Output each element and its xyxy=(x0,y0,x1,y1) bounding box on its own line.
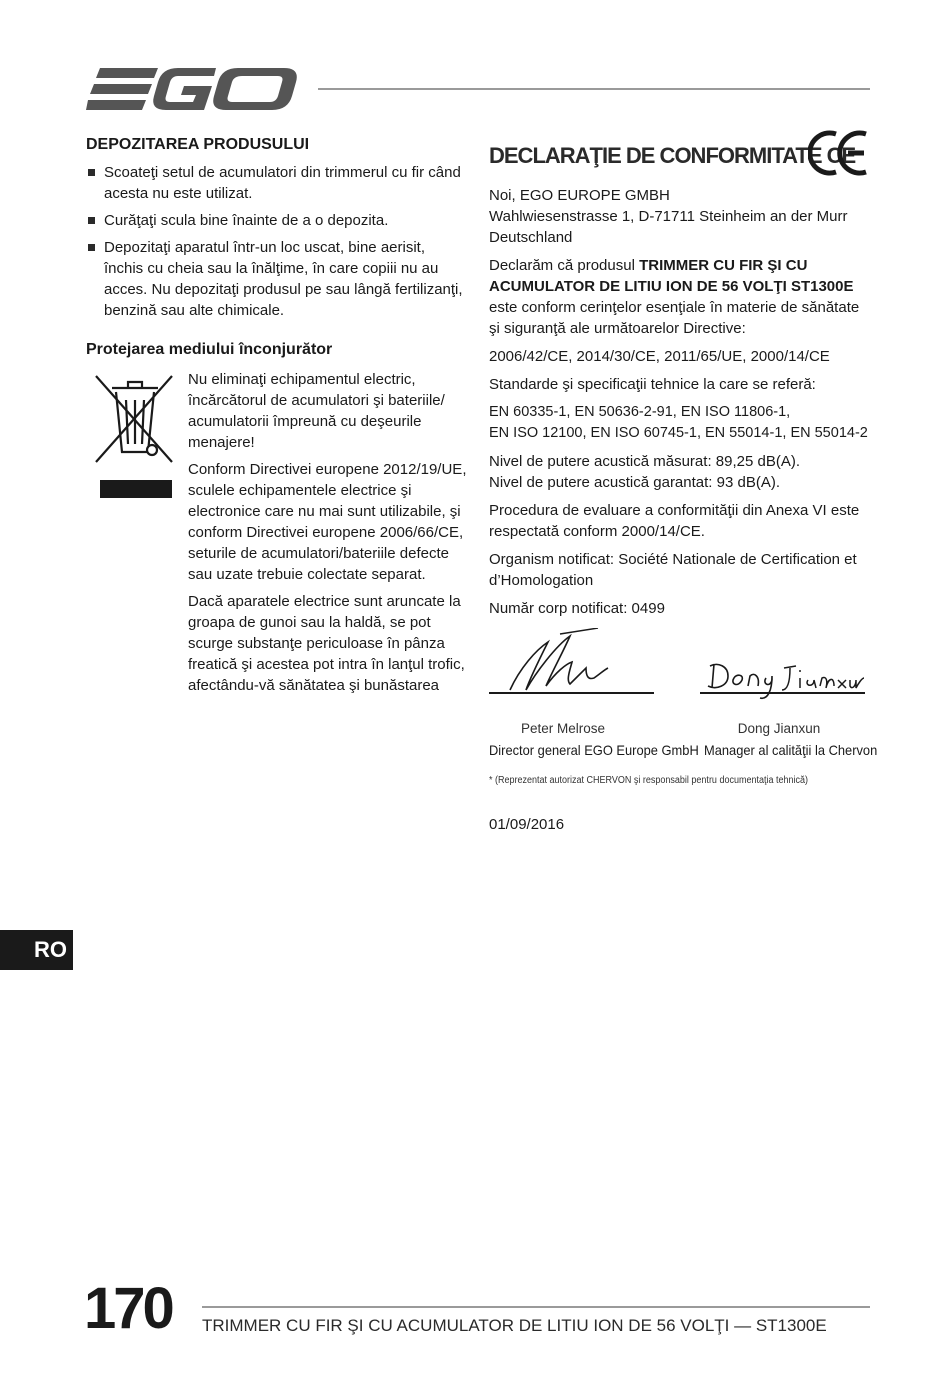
bullet-square xyxy=(88,244,95,251)
noise-levels: Nivel de putere acustică măsurat: 89,25 dB(A). Nivel de putere acustică garantat: 93 dB(A). xyxy=(489,453,800,491)
environment-paragraph: Conform Directivei europene 2012/19/UE, sculele echipamentele electrice şi electronice care nu mai sunt utilizabile, şi conform Directivei europene 2006/66/CE, seturile de acumulatori/bateriile defecte sau uzate trebuie colectate separat. xyxy=(188,461,467,583)
environment-paragraph: Nu eliminaţi echipamentul electric, încărcătorul de acumulatori şi bateriile/ acumulatorii împreună cu deşeurile menajere! xyxy=(188,371,445,451)
page-number: 170 xyxy=(84,1276,172,1341)
company-country: Deutschland xyxy=(489,229,573,246)
company-name: Noi, EGO EUROPE GMBH xyxy=(489,187,670,204)
storage-section xyxy=(86,136,466,327)
list-item: Depozitaţi aparatul într-un loc uscat, bine aerisit, închis cu cheia sau la înălţime, în care copiii nu au acces. Nu depozitaţi produsul pe sau lângă fertilizanţi, benzină sau alte chimicale. xyxy=(86,237,466,321)
declaration-body xyxy=(489,185,873,626)
signer2-title: Manager al calităţii la Chervon xyxy=(704,742,878,758)
language-tab: RO xyxy=(0,930,73,970)
procedure-statement: Procedura de evaluare a conformităţii din Anexa VI este respectată conform 2000/14/CE. xyxy=(489,502,860,540)
list-item: Scoateţi setul de acumulatori din trimmerul cu fir când acesta nu este utilizat. xyxy=(86,162,466,204)
signature-line xyxy=(700,692,865,694)
list-item: Curăţaţi scula bine înainte de a o depozita. xyxy=(86,210,466,231)
footer-title: TRIMMER CU FIR ŞI CU ACUMULATOR DE LITIU ION DE 56 VOLŢI — ST1300E xyxy=(202,1316,827,1335)
footer-rule xyxy=(202,1306,870,1308)
crossed-bin-icon xyxy=(92,370,176,502)
directives-list: 2006/42/CE, 2014/30/CE, 2011/65/UE, 2000/14/CE xyxy=(489,348,830,365)
environment-text xyxy=(188,369,468,702)
bullet-square xyxy=(88,169,95,176)
notified-body: Organism notificat: Société Nationale de Certification et d’Homologation xyxy=(489,551,857,589)
bullet-square xyxy=(88,217,95,224)
environment-paragraph: Dacă aparatele electrice sunt aruncate la groapa de gunoi sau la haldă, se pot scurge substanţe periculoase în pânza freatică şi acestea pot intra în lanţul trofic, afectându-vă sănătatea şi bunăstarea xyxy=(188,593,465,694)
signature-line xyxy=(489,692,654,694)
footnote: * (Reprezentat autorizat CHERVON şi responsabil pentru documentaţia tehnică) xyxy=(489,775,809,786)
storage-list xyxy=(86,162,466,321)
environment-title: Protejarea mediului înconjurător xyxy=(86,341,333,358)
ego-logo xyxy=(86,64,298,114)
header-rule xyxy=(318,88,870,90)
standards-label: Standarde şi specificaţii tehnice la care se referă: xyxy=(489,376,816,393)
declaration-title: DECLARAŢIE DE CONFORMITATE CE xyxy=(489,143,856,168)
ce-mark-icon xyxy=(808,130,870,176)
product-name: TRIMMER CU FIR ŞI CU ACUMULATOR DE LITIU ION DE 56 VOLŢI ST1300E xyxy=(489,257,854,295)
signer1-name: Peter Melrose xyxy=(520,721,606,736)
signature-dong-jianxun xyxy=(704,656,864,704)
storage-title: DEPOZITAREA PRODUSULUI xyxy=(86,136,310,153)
signer1-title: Director general EGO Europe GmbH xyxy=(489,742,699,758)
declaration-date: 01/09/2016 xyxy=(489,816,565,833)
company-address: Wahlwiesenstrasse 1, D-71711 Steinheim an der Murr xyxy=(489,208,848,225)
product-statement: Declarăm că produsul TRIMMER CU FIR ŞI CU ACUMULATOR DE LITIU ION DE 56 VOLŢI ST1300E este conform cerinţelor esenţiale în materie de sănătate şi siguranţă ale următoarelor Directive: xyxy=(489,257,860,337)
standards-list: EN 60335-1, EN 50636-2-91, EN ISO 11806-1, EN ISO 12100, EN ISO 60745-1, EN 55014-1, EN 55014-2 xyxy=(489,404,868,441)
signature-peter-melrose xyxy=(500,628,620,694)
signer2-name: Dong Jianxun xyxy=(737,721,821,736)
company-block xyxy=(489,185,873,248)
notified-number: Număr corp notificat: 0499 xyxy=(489,600,665,617)
